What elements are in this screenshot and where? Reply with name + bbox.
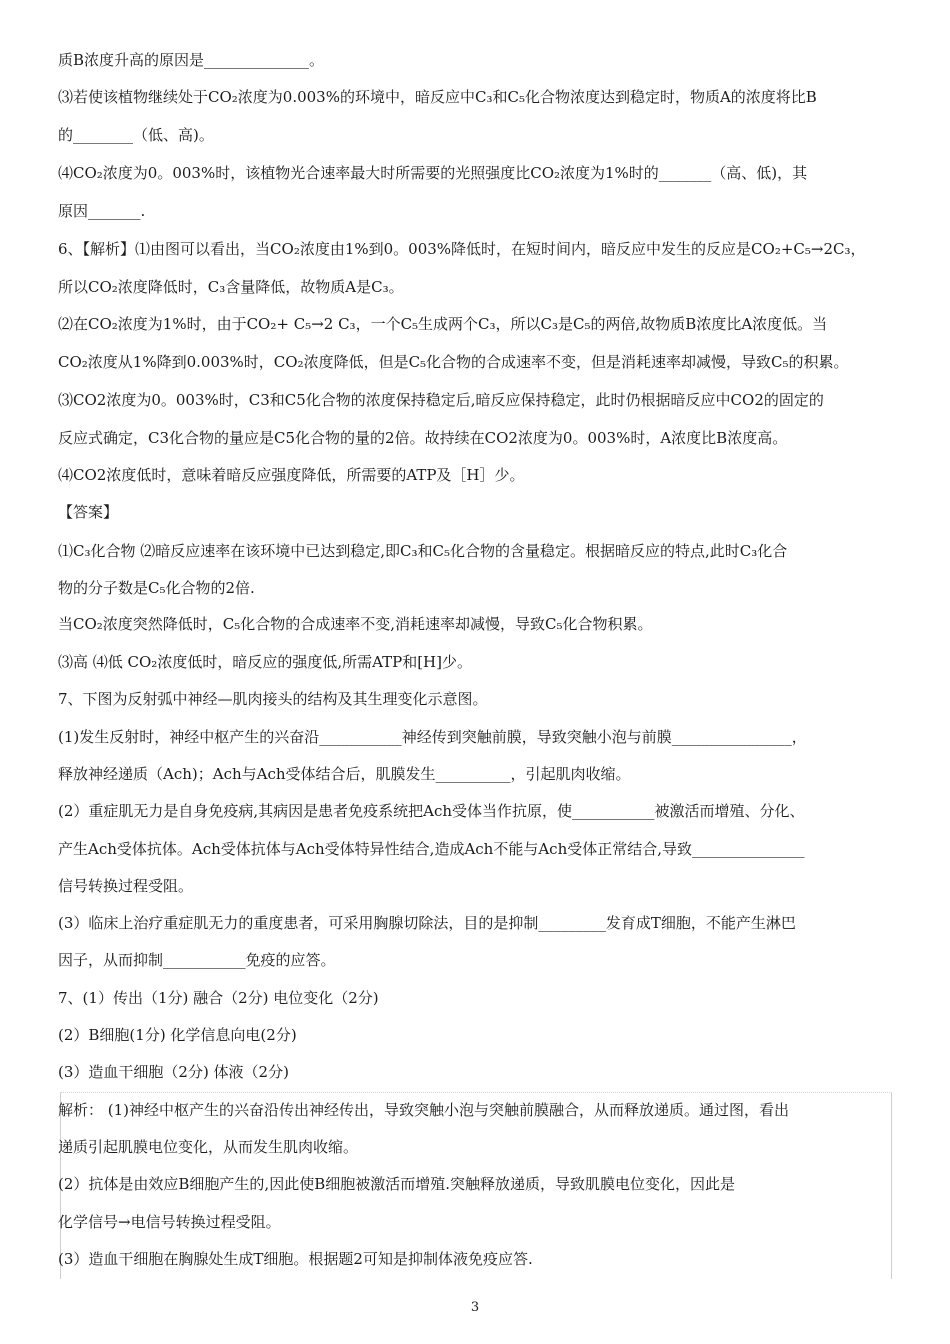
text-line: 6、【解析】⑴由图可以看出，当CO₂浓度由1%到0。003%降低时，在短时间内，暗反应中发生的反应是CO₂+C₅→2C₃， <box>58 240 866 258</box>
answer-line: (3）造血干细胞（2分) 体液（2分) <box>58 1063 289 1081</box>
page-number: 3 <box>470 1300 480 1315</box>
text-line: 原因_______. <box>58 202 146 220</box>
analysis-line: 递质引起肌膜电位变化，从而发生肌肉收缩。 <box>58 1138 359 1156</box>
analysis-line: 化学信号→电信号转换过程受阻。 <box>58 1213 281 1231</box>
text-line: 产生Ach受体抗体。Ach受体抗体与Ach受体特异性结合,造成Ach不能与Ach受体正常结合,导致_______________ <box>58 840 805 858</box>
section-heading: 【答案】 <box>58 503 119 521</box>
text-line: 质B浓度升高的原因是______________。 <box>58 51 325 69</box>
text-line: 物的分子数是C₅化合物的2倍. <box>58 579 255 597</box>
text-line: CO₂浓度从1%降到0.003%时，CO₂浓度降低，但是C₅化合物的合成速率不变，但是消耗速率却减慢，导致C₅的积累。 <box>58 353 849 371</box>
analysis-line: 解析： (1)神经中枢产生的兴奋沿传出神经传出，导致突触小泡与突触前膜融合，从而释放递质。通过图，看出 <box>58 1101 790 1119</box>
text-line: (1)发生反射时，神经中枢产生的兴奋沿___________神经传到突触前膜，导致突触小泡与前膜________________， <box>58 728 807 746</box>
text-line: 的________（低、高)。 <box>58 126 214 144</box>
answer-line: 7、(1）传出（1分) 融合（2分) 电位变化（2分) <box>58 989 379 1007</box>
text-line: 当CO₂浓度突然降低时，C₅化合物的合成速率不变,消耗速率却减慢，导致C₅化合物积累。 <box>58 615 653 633</box>
text-line: 反应式确定，C3化合物的量应是C5化合物的量的2倍。故持续在CO2浓度为0。003%时，A浓度比B浓度高。 <box>58 429 788 447</box>
text-line: 所以CO₂浓度降低时，C₃含量降低，故物质A是C₃。 <box>58 278 404 296</box>
text-line: (3）临床上治疗重症肌无力的重度患者，可采用胸腺切除法，目的是抑制_________发育成T细胞，不能产生淋巴 <box>58 914 796 932</box>
text-line: 信号转换过程受阻。 <box>58 877 194 895</box>
text-line: ⑷CO₂浓度为0。003%时，该植物光合速率最大时所需要的光照强度比CO₂浓度为1%时的_______（高、低)，其 <box>58 164 808 182</box>
answer-line: (2）B细胞(1分) 化学信息向电(2分) <box>58 1026 297 1044</box>
text-line: ⑶若使该植物继续处于CO₂浓度为0.003%的环境中，暗反应中C₃和C₅化合物浓度达到稳定时，物质A的浓度将比B <box>58 88 817 106</box>
text-line: ⑷CO2浓度低时，意味着暗反应强度降低，所需要的ATP及［H］少。 <box>58 466 525 484</box>
text-line: ⑶CO2浓度为0。003%时，C3和C5化合物的浓度保持稳定后,暗反应保持稳定，此时仍根据暗反应中CO2的固定的 <box>58 391 824 409</box>
analysis-line: (2）抗体是由效应B细胞产生的,因此使B细胞被激活而增殖.突触释放递质，导致肌膜电位变化，因此是 <box>58 1175 735 1193</box>
text-line: ⑵在CO₂浓度为1%时，由于CO₂+ C₅→2 C₃，一个C₅生成两个C₃，所以C₃是C₅的两倍,故物质B浓度比A浓度低。当 <box>58 315 828 333</box>
question-heading: 7、下图为反射弧中神经—肌肉接头的结构及其生理变化示意图。 <box>58 690 488 708</box>
text-line: 释放神经递质（Ach)；Ach与Ach受体结合后，肌膜发生__________，引起肌肉收缩。 <box>58 765 631 783</box>
analysis-line: (3）造血干细胞在胸腺处生成T细胞。根据题2可知是抑制体液免疫应答. <box>58 1250 533 1268</box>
text-line: 因子，从而抑制___________免疫的应答。 <box>58 951 336 969</box>
text-line: ⑴C₃化合物 ⑵暗反应速率在该环境中已达到稳定,即C₃和C₅化合物的含量稳定。根据暗反应的特点,此时C₃化合 <box>58 542 788 560</box>
text-line: (2）重症肌无力是自身免疫病,其病因是患者免疫系统把Ach受体当作抗原，使___________被激活而增殖、分化、 <box>58 802 805 820</box>
text-line: ⑶高 ⑷低 CO₂浓度低时，暗反应的强度低,所需ATP和[H]少。 <box>58 653 472 671</box>
